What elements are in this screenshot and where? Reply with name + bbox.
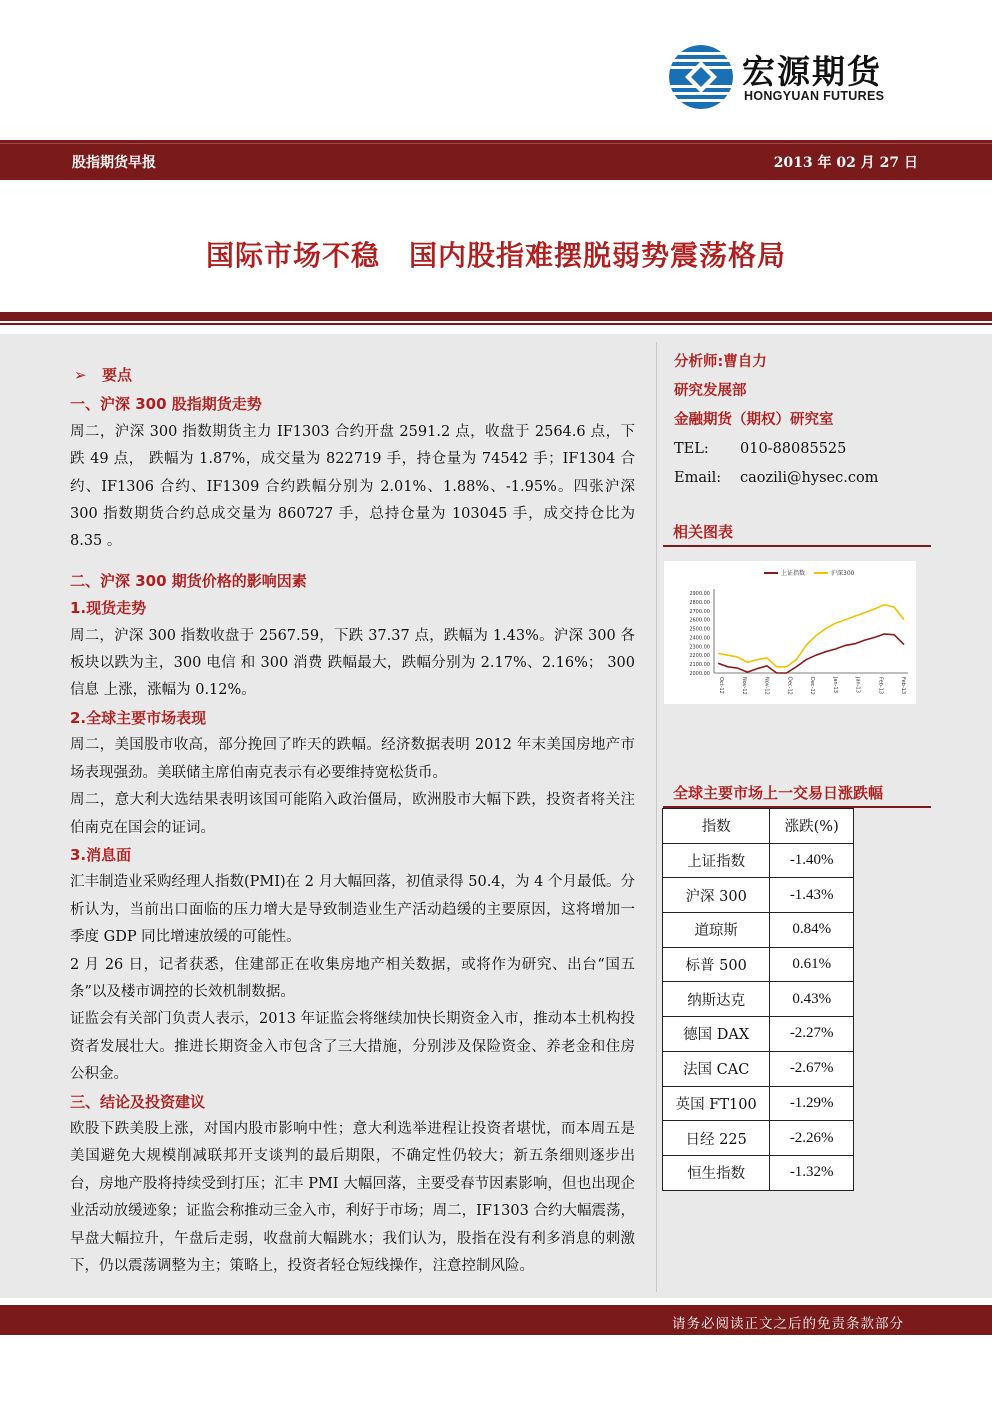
change-cell: -2.67% (770, 1051, 854, 1086)
analyst-name: 分析师:曹自力 (674, 354, 767, 370)
index-name-cell: 纳斯达克 (663, 982, 770, 1017)
table-row (663, 913, 854, 948)
title-rule-thin (0, 323, 992, 325)
x-tick-label: Nov-12 (763, 677, 770, 695)
index-name-cell: 道琼斯 (663, 913, 770, 948)
x-tick-label: Feb-13 (877, 677, 884, 695)
index-name-cell: 英国 FT100 (663, 1086, 770, 1121)
section-2-heading: 二、沪深 300 期货价格的影响因素 (70, 571, 307, 590)
company-logo (668, 44, 918, 110)
analyst-dept: 研究发展部 (674, 383, 747, 399)
y-tick-label: 2600.00 (689, 617, 710, 624)
table-row (663, 1121, 854, 1156)
table-row (663, 947, 854, 982)
analyst-office: 金融期货（期权）研究室 (674, 412, 834, 428)
y-tick-label: 2700.00 (689, 608, 710, 615)
report-type: 股指期货早报 (72, 155, 156, 171)
section-2-3-paragraph-1: 汇丰制造业采购经理人指数(PMI)在 2 月大幅回落，初值录得 50.4，为 4 个月最低。分析认为，当前出口面临的压力增大是导致制造业生产活动趋缓的主要原因，这将增加一季度 GDP 同比增速放缓的可能性。 (70, 874, 635, 946)
section-3-paragraph: 欧股下跌美股上涨，对国内股市影响中性；意大利选举进程让投资者堪忧，而本周五是美国避免大规模削减联邦开支谈判的最后期限，不确定性仍较大；新五条细则逐步出台，房地产股将持续受到打压；汇丰 PMI 大幅回落，主要受春节因素影响，但也出现企业活动放缓迹象；证监会称推动三金入市，利好于市场；周二，IF1303 合约大幅震荡，早盘大幅拉升，午盘后走弱，收盘前大幅跳水；我们认为，股指在没有利多消息的刺激下，仍以震荡调整为主；策略上，投资者轻仓短线操作，注意控制风险。 (70, 1120, 635, 1274)
legend-label: 上证指数 (781, 570, 806, 577)
report-date: 2013 年 02 月 27 日 (773, 155, 918, 171)
index-name-cell: 德国 DAX (663, 1017, 770, 1052)
y-tick-label: 2900.00 (689, 591, 710, 597)
y-tick-label: 2000.00 (689, 671, 710, 677)
section-1-paragraph: 周二，沪深 300 指数期货主力 IF1303 合约开盘 2591.2 点，收盘于 2564.6 点，下跌 49 点， 跌幅为 1.87%，成交量为 822719 手，持仓量为 74542 手；IF1304 合约、IF1306 合约、IF1309 合约跌幅分别为 2.01%、1.88%、-1.95%。四张沪深 300 指数期货合约总成交量为 860727 手，总持仓量为 103045 手，成交持仓比为 8.35 。 (70, 423, 635, 550)
index-name-cell: 日经 225 (663, 1121, 770, 1156)
section-2-2-paragraph-1: 周二，美国股市收高，部分挽回了昨天的跌幅。经济数据表明 2012 年末美国房地产市场表现强劲。美联储主席伯南克表示有必要维持宽松货币。 (70, 737, 635, 781)
report-title: 国际市场不稳 国内股指难摆脱弱势震荡格局 (205, 239, 786, 272)
market-table-heading: 全球主要市场上一交易日涨跌幅 (663, 778, 931, 808)
hongyuan-logo-icon (668, 44, 734, 110)
y-tick-label: 2200.00 (689, 653, 710, 660)
arrow-bullet-icon: ➢ (74, 366, 87, 384)
change-cell: 0.43% (770, 982, 854, 1017)
section-3-heading: 三、结论及投资建议 (70, 1092, 206, 1111)
change-cell: -1.32% (770, 1155, 854, 1190)
section-2-3-heading: 3.消息面 (70, 845, 132, 864)
table-row (663, 982, 854, 1017)
change-cell: -1.43% (770, 878, 854, 913)
section-2-3-paragraph-2: 2 月 26 日，记者获悉，住建部正在收集房地产相关数据，或将作为研究、出台“国五条”以及楼市调控的长效机制数据。 (70, 956, 635, 1000)
title-rule (0, 312, 992, 321)
table-row (663, 1051, 854, 1086)
email-link[interactable]: caozili@hysec.com (740, 470, 879, 486)
index-name-cell: 标普 500 (663, 947, 770, 982)
table-row (663, 1155, 854, 1190)
y-tick-label: 2500.00 (689, 626, 710, 633)
keypoints-heading: ➢ 要点 (70, 362, 635, 389)
section-2-1-paragraph: 周二，沪深 300 指数收盘于 2567.59，下跌 37.37 点，跌幅为 1.43%。沪深 300 各板块以跌为主，300 电信 和 300 消费 跌幅最大，跌幅分别为 2.17%、2.16%； 300 信息 上涨，涨幅为 0.12%。 (70, 627, 635, 699)
main-column (70, 362, 635, 1280)
section-1-heading: 一、沪深 300 股指期货走势 (70, 395, 262, 414)
section-2-3-paragraph-3: 证监会有关部门负责人表示，2013 年证监会将继续加快长期资金入市，推动本土机构投资者发展壮大。推进长期资金入市包含了三大措施，分别涉及保险资金、养老金和住房公积金。 (70, 1011, 635, 1083)
table-row (663, 1017, 854, 1052)
table-row (663, 1086, 854, 1121)
y-tick-label: 2800.00 (689, 599, 710, 606)
brand-name-cn: 宏源期货 (742, 52, 882, 91)
index-name-cell: 恒生指数 (663, 1155, 770, 1190)
x-tick-label: Dec-12 (809, 677, 815, 695)
table-header-row (663, 809, 854, 844)
index-name-cell: 法国 CAC (663, 1051, 770, 1086)
analyst-info (674, 348, 878, 493)
col-header-change: 涨跌(%) (770, 809, 854, 844)
table-row (663, 878, 854, 913)
y-tick-label: 2400.00 (689, 635, 710, 642)
change-cell: -2.26% (770, 1121, 854, 1156)
index-line-chart (664, 561, 916, 704)
change-cell: -1.40% (770, 843, 854, 878)
change-cell: 0.84% (770, 913, 854, 948)
chart-svg (664, 561, 916, 704)
legend-label: 沪深300 (831, 570, 855, 577)
table-row (663, 843, 854, 878)
x-tick-label: Feb-13 (900, 677, 906, 695)
related-chart-heading: 相关图表 (663, 517, 931, 547)
section-2-2-heading: 2.全球主要市场表现 (70, 708, 207, 727)
x-tick-label: Dec-12 (786, 677, 793, 695)
y-tick-label: 2300.00 (689, 644, 710, 651)
section-2-2-paragraph-2: 周二，意大利大选结果表明该国可能陷入政治僵局，欧洲股市大幅下跌，投资者将关注伯南克在国会的证词。 (70, 792, 635, 836)
analyst-tel: TEL: 010-88085525 (674, 441, 847, 457)
analyst-email: Email: caozili@hysec.com (674, 470, 879, 486)
x-tick-label: Jan-13 (831, 677, 838, 693)
change-cell: 0.61% (770, 947, 854, 982)
change-cell: -1.29% (770, 1086, 854, 1121)
market-table (662, 808, 854, 1191)
index-name-cell: 上证指数 (663, 843, 770, 878)
y-tick-label: 2100.00 (689, 662, 710, 669)
section-2-1-heading: 1.现货走势 (70, 599, 147, 618)
column-divider (656, 342, 657, 1292)
x-tick-label: Nov-12 (740, 677, 747, 695)
change-cell: -2.27% (770, 1017, 854, 1052)
col-header-index: 指数 (663, 809, 770, 844)
x-tick-label: Jan-13 (854, 677, 861, 693)
x-tick-label: Oct-12 (718, 677, 724, 694)
brand-name-en: HONGYUAN FUTURES (744, 89, 885, 103)
disclaimer-note: 请务必阅读正文之后的免责条款部分 (672, 1316, 904, 1332)
index-name-cell: 沪深 300 (663, 878, 770, 913)
